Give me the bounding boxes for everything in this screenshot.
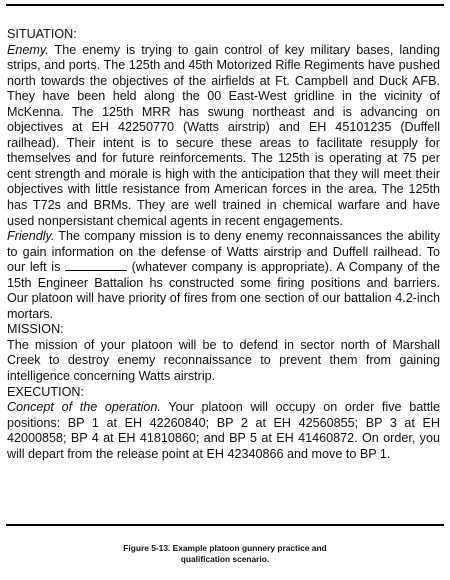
- execution-heading: EXECUTION:: [7, 384, 84, 399]
- situation-heading: SITUATION:: [7, 27, 77, 41]
- enemy-paragraph: [7, 43, 440, 230]
- concept-text: Your platoon will occupy on order five battle positions: BP 1 at EH 42260840; BP 2 at EH 42560855; BP 3 at EH 42000858; BP 4 at EH 41810860; and BP 5 at EH 41460872. On order, you will depart from the release point at EH 42340866 and move to BP 1.: [7, 400, 440, 461]
- enemy-label: Enemy.: [7, 42, 49, 57]
- caption-line-2: qualification scenario.: [180, 554, 270, 564]
- mission-paragraph: The mission of your platoon will be to defend in sector north of Marshall Creek to destroy enemy reconnaissance to prevent them from gaining intelligence concerning Watts airstrip.: [7, 337, 440, 384]
- scenario-text: [7, 27, 440, 462]
- concept-paragraph: [7, 400, 440, 462]
- enemy-text: The enemy is trying to gain control of key military bases, landing strips, and ports. The 125th and 45th Motorized Rifle Regiments have pushed north towards the objectives of the airfields at Ft. Campbell and Duck AFB. They have been held along the 00 East-West gridline in the vicinity of McKenna. The 125th MRR has swung northeast and is advancing on objectives at EH 42250770 (Watts airstrip) and EH 45101235 (Duffell railhead). Their intent is to secure these areas to facilitate resupply for themselves and for future reinforcements. The 125th is operating at 75 per cent strength and morale is high with the anticipation that they will meet their objectives with little resistance from American forces in the area. The 125th has T72s and BRMs. They are well trained in chemical warfare and have used nonpersistant chemical agents in recent engagements.: [7, 42, 440, 228]
- friendly-text-a: The company mission is to deny enemy reconnaissances the ability to gain information on the defense of Watts airstrip and Duffell railhead. To our left is: [7, 229, 440, 275]
- top-rule: [6, 4, 444, 6]
- friendly-paragraph: [7, 229, 440, 322]
- bottom-rule: [6, 524, 444, 526]
- friendly-text-b: (whatever company is appropriate). A Company of the 15th Engineer Battalion hs constructed some firing positions and barriers. Our platoon will have priority of fires from one section of our battalion 4.2-inch mortars.: [7, 260, 440, 321]
- caption-line-1: Figure 5-13. Example platoon gunnery practice and: [123, 543, 327, 553]
- figure-caption: [0, 543, 450, 565]
- friendly-label: Friendly.: [7, 229, 55, 244]
- fill-in-blank: [65, 260, 127, 271]
- mission-heading: MISSION:: [7, 322, 64, 337]
- concept-label: Concept of the operation.: [7, 400, 161, 415]
